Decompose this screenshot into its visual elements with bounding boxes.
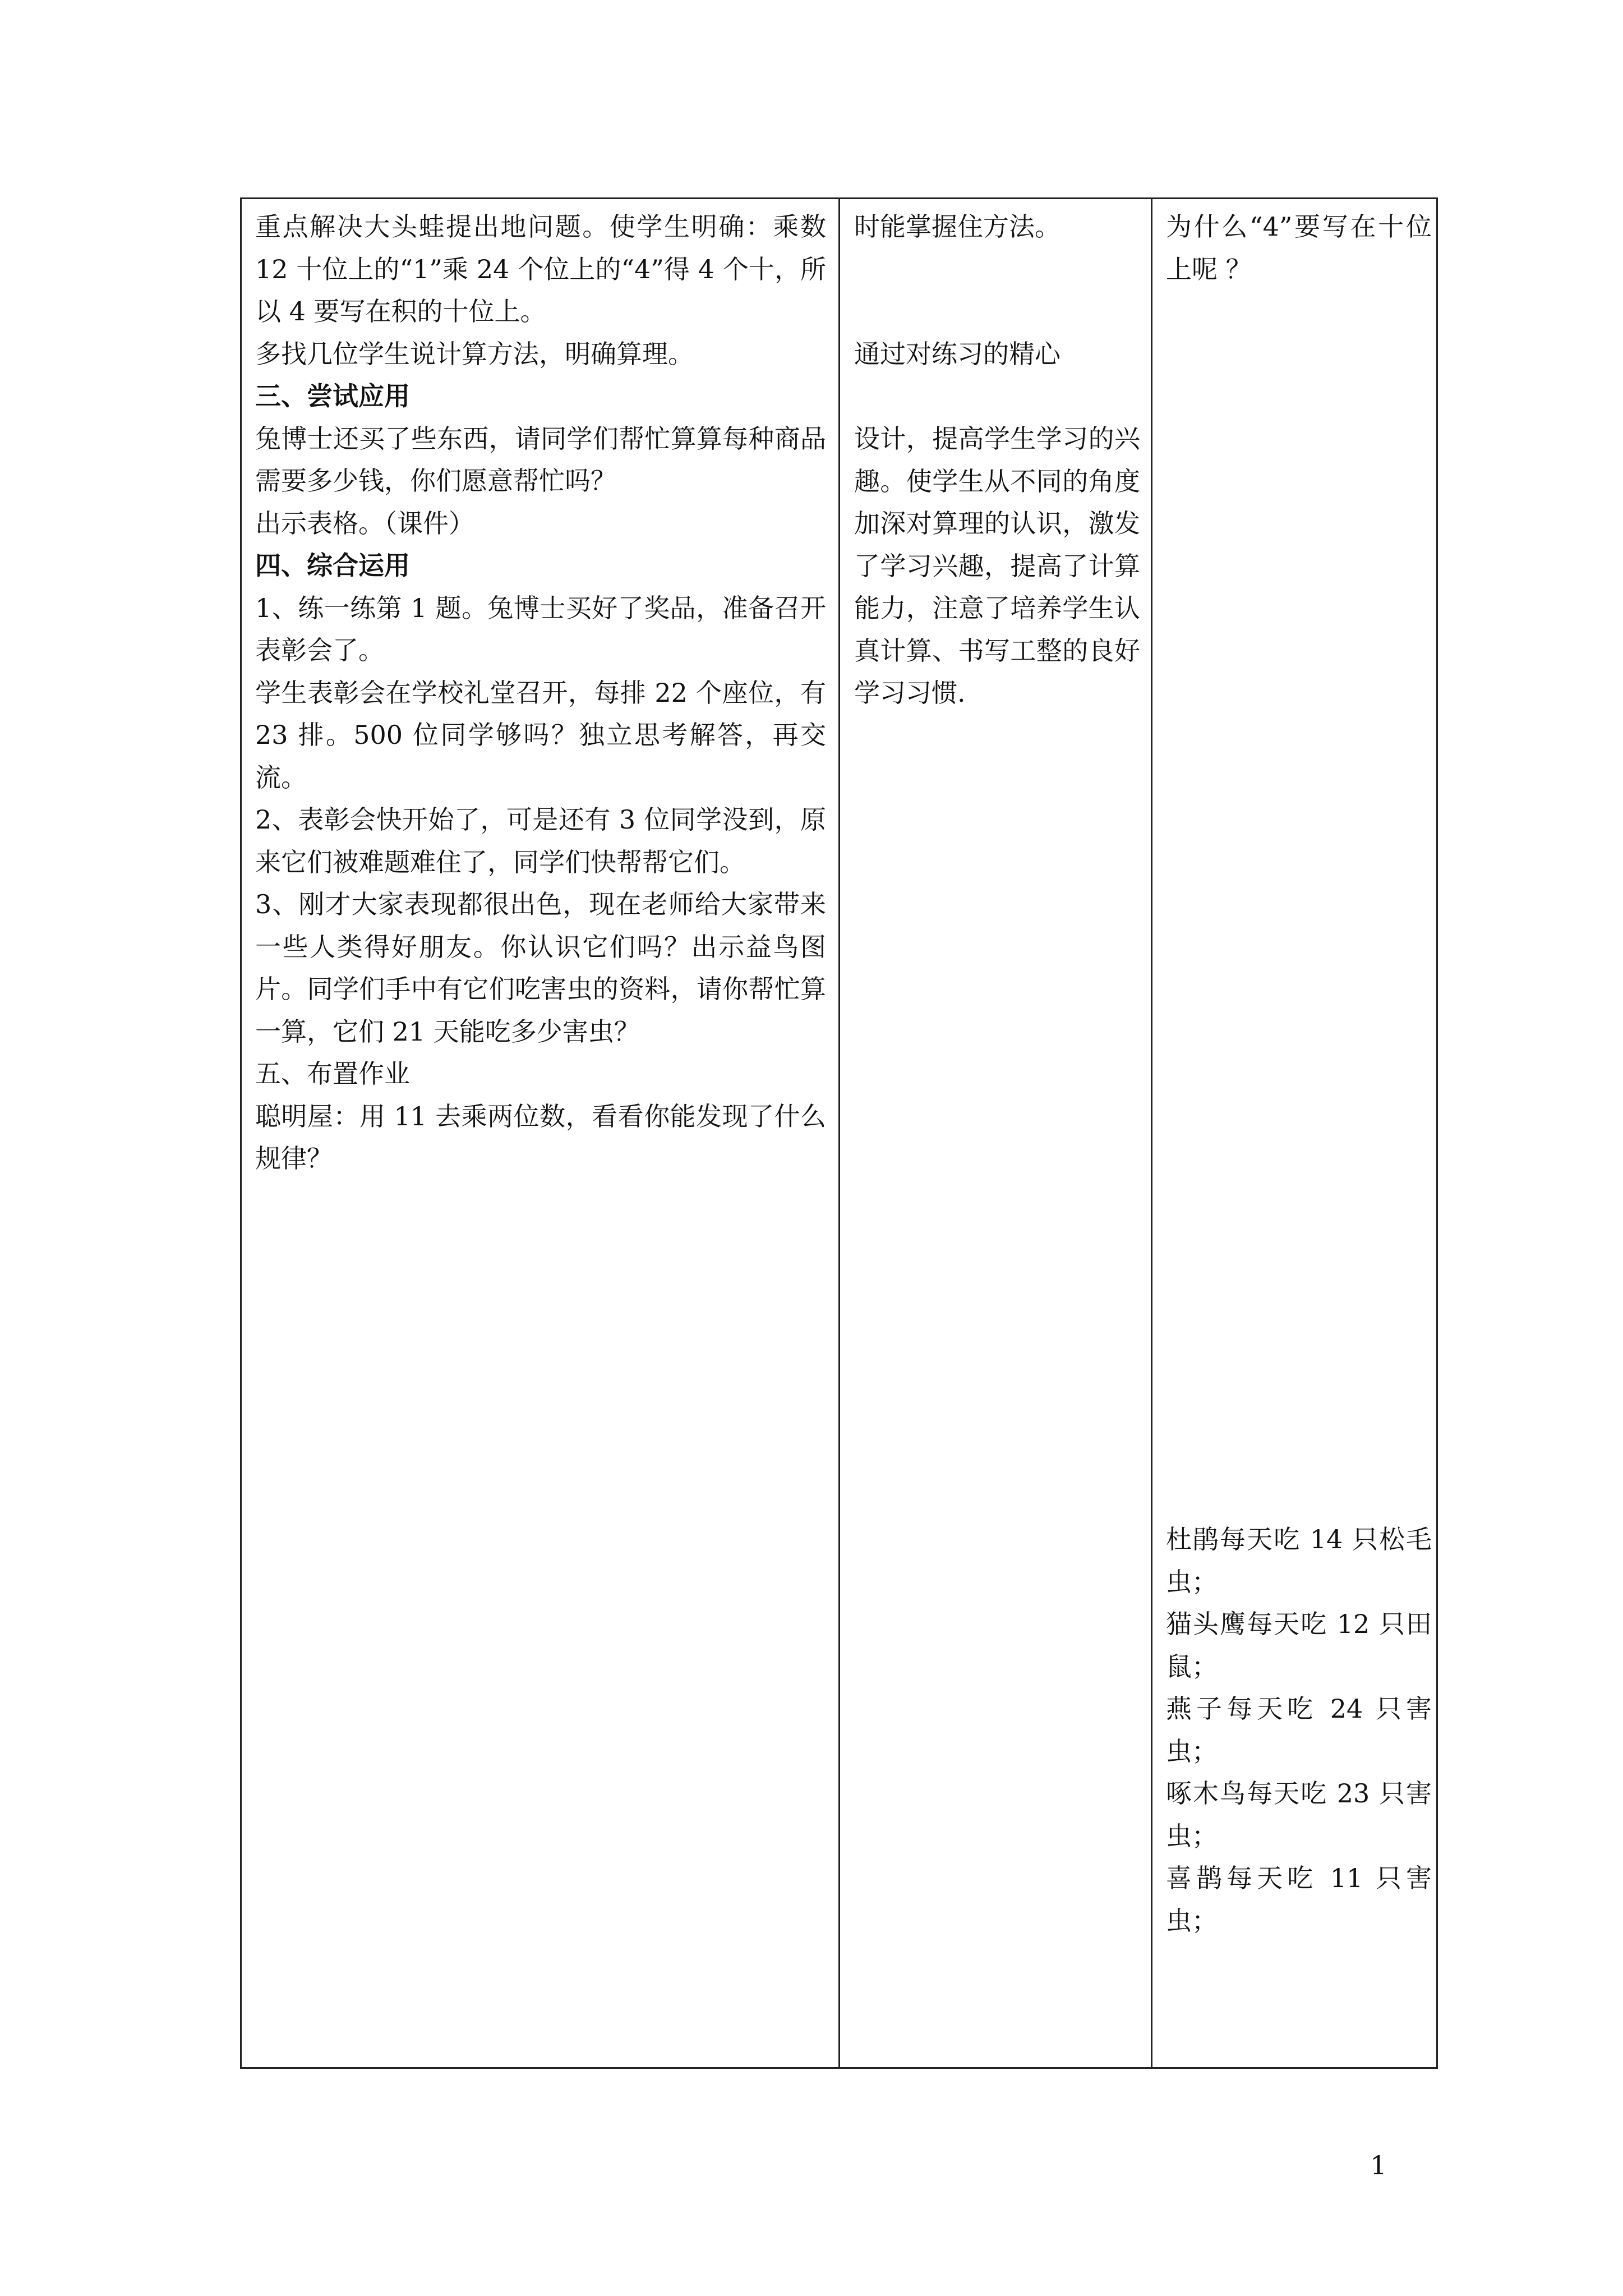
paragraph: 兔博士还买了些东西，请同学们帮忙算算每种商品需要多少钱，你们愿意帮忙吗？ — [255, 423, 826, 496]
page-number: 1 — [1370, 2150, 1387, 2180]
column-divider — [838, 199, 840, 2067]
paragraph: 1、练一练第 1 题。兔博士买好了奖品，准备召开表彰会了。 — [255, 592, 826, 665]
paragraph: 重点解决大头蛙提出地问题。使学生明确：乘数 12 十位上的“1”乘 24 个位上的“4”得 4 个十，所以 4 要写在积的十位上。 — [255, 211, 826, 326]
question-note: 为什么“4”要写在十位上呢 ？ — [1166, 211, 1432, 284]
column-divider — [1151, 199, 1152, 2067]
bird-fact: 猫头鹰每天吃 12 只田鼠； — [1166, 1609, 1432, 1682]
bird-fact: 杜鹃每天吃 14 只松毛虫； — [1166, 1524, 1432, 1597]
design-intent-column — [854, 206, 1140, 2067]
bird-fact: 燕子每天吃 24 只害虫； — [1166, 1694, 1432, 1766]
paragraph: 多找几位学生说计算方法，明确算理。 — [255, 338, 694, 369]
bird-fact: 喜鹊每天吃 11 只害虫； — [1166, 1863, 1432, 1936]
bird-fact: 啄木鸟每天吃 23 只害虫； — [1166, 1778, 1432, 1851]
paragraph: 出示表格。（课件） — [255, 508, 474, 539]
intent-line: 通过对练习的精心 — [854, 338, 1061, 369]
section-heading: 五、布置作业 — [255, 1059, 410, 1089]
paragraph: 2、表彰会快开始了，可是还有 3 位同学没到，原来它们被难题难住了，同学们快帮帮它们。 — [255, 804, 826, 877]
section-heading: 四、综合运用 — [255, 550, 410, 581]
paragraph: 3、刚才大家表现都很出色，现在老师给大家带来一些人类得好朋友。你认识它们吗？出示益鸟图片。同学们手中有它们吃害虫的资料，请你帮忙算一算，它们 21 天能吃多少害虫？ — [255, 889, 826, 1047]
intent-line: 时能掌握住方法。 — [854, 211, 1061, 242]
section-heading: 三、尝试应用 — [255, 381, 410, 411]
paragraph: 学生表彰会在学校礼堂召开，每排 22 个座位，有 23 排。500 位同学够吗？独立思考解答，再交流。 — [255, 677, 826, 793]
intent-paragraph: 设计，提高学生学习的兴趣。使学生从不同的角度加深对算理的认识，激发了学习兴趣，提高了计算能力，注意了培养学生认真计算、书写工整的良好学习习惯. — [854, 424, 1140, 708]
notes-column — [1166, 206, 1432, 2067]
teaching-process-column — [255, 206, 826, 2067]
lesson-plan-table — [240, 197, 1438, 2069]
paragraph: 聪明屋：用 11 去乘两位数，看看你能发现了什么规律？ — [255, 1101, 826, 1174]
